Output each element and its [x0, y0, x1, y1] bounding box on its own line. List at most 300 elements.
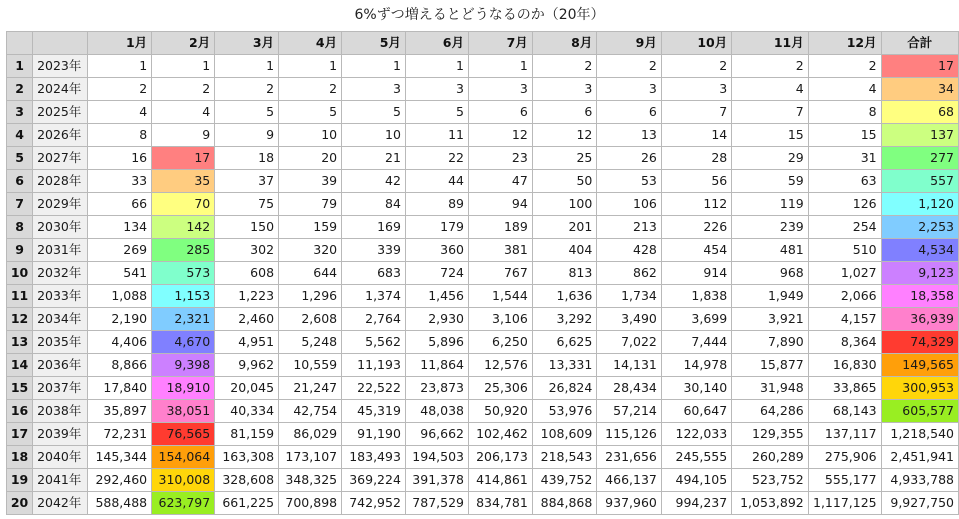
value-cell[interactable]: 6 [597, 101, 662, 124]
value-cell[interactable]: 1,296 [279, 285, 342, 308]
value-cell[interactable]: 119 [732, 193, 809, 216]
value-cell[interactable]: 260,289 [732, 446, 809, 469]
value-cell[interactable]: 30,140 [661, 377, 731, 400]
value-cell[interactable]: 213 [597, 216, 662, 239]
value-cell[interactable]: 115,126 [597, 423, 662, 446]
value-cell[interactable]: 53,976 [532, 400, 597, 423]
value-cell[interactable]: 2 [808, 55, 881, 78]
year-cell[interactable]: 2027年 [33, 147, 88, 170]
year-cell[interactable]: 2023年 [33, 55, 88, 78]
value-cell[interactable]: 2 [88, 78, 152, 101]
value-cell[interactable]: 1,374 [342, 285, 406, 308]
year-cell[interactable]: 2030年 [33, 216, 88, 239]
value-cell[interactable]: 5 [405, 101, 468, 124]
row-number[interactable]: 19 [7, 469, 33, 492]
value-cell[interactable]: 14,131 [597, 354, 662, 377]
value-cell[interactable]: 2,460 [215, 308, 279, 331]
value-cell[interactable]: 142 [152, 216, 215, 239]
value-cell[interactable]: 2 [279, 78, 342, 101]
value-cell[interactable]: 8 [808, 101, 881, 124]
value-cell[interactable]: 79 [279, 193, 342, 216]
value-cell[interactable]: 2,190 [88, 308, 152, 331]
value-cell[interactable]: 18 [215, 147, 279, 170]
value-cell[interactable]: 360 [405, 239, 468, 262]
value-cell[interactable]: 183,493 [342, 446, 406, 469]
value-cell[interactable]: 91,190 [342, 423, 406, 446]
value-cell[interactable]: 26,824 [532, 377, 597, 400]
value-cell[interactable]: 22,522 [342, 377, 406, 400]
row-number[interactable]: 2 [7, 78, 33, 101]
value-cell[interactable]: 1 [469, 55, 533, 78]
value-cell[interactable]: 169 [342, 216, 406, 239]
column-header-total[interactable]: 合計 [881, 32, 958, 55]
value-cell[interactable]: 53 [597, 170, 662, 193]
value-cell[interactable]: 2 [532, 55, 597, 78]
value-cell[interactable]: 3 [597, 78, 662, 101]
value-cell[interactable]: 10,559 [279, 354, 342, 377]
value-cell[interactable]: 20 [279, 147, 342, 170]
total-cell[interactable]: 2,451,941 [881, 446, 958, 469]
value-cell[interactable]: 683 [342, 262, 406, 285]
value-cell[interactable]: 523,752 [732, 469, 809, 492]
value-cell[interactable]: 68,143 [808, 400, 881, 423]
value-cell[interactable]: 70 [152, 193, 215, 216]
year-cell[interactable]: 2040年 [33, 446, 88, 469]
row-number[interactable]: 3 [7, 101, 33, 124]
value-cell[interactable]: 439,752 [532, 469, 597, 492]
value-cell[interactable]: 25 [532, 147, 597, 170]
value-cell[interactable]: 1,544 [469, 285, 533, 308]
value-cell[interactable]: 154,064 [152, 446, 215, 469]
value-cell[interactable]: 239 [732, 216, 809, 239]
value-cell[interactable]: 4 [808, 78, 881, 101]
value-cell[interactable]: 2,930 [405, 308, 468, 331]
value-cell[interactable]: 3,699 [661, 308, 731, 331]
value-cell[interactable]: 14 [661, 124, 731, 147]
value-cell[interactable]: 245,555 [661, 446, 731, 469]
column-header-month[interactable]: 7月 [469, 32, 533, 55]
value-cell[interactable]: 15 [732, 124, 809, 147]
total-cell[interactable]: 74,329 [881, 331, 958, 354]
value-cell[interactable]: 3 [532, 78, 597, 101]
value-cell[interactable]: 2,764 [342, 308, 406, 331]
value-cell[interactable]: 231,656 [597, 446, 662, 469]
column-header-month[interactable]: 9月 [597, 32, 662, 55]
value-cell[interactable]: 201 [532, 216, 597, 239]
value-cell[interactable]: 11,864 [405, 354, 468, 377]
value-cell[interactable]: 9,398 [152, 354, 215, 377]
value-cell[interactable]: 2 [597, 55, 662, 78]
value-cell[interactable]: 72,231 [88, 423, 152, 446]
total-cell[interactable]: 1,120 [881, 193, 958, 216]
value-cell[interactable]: 3 [661, 78, 731, 101]
year-cell[interactable]: 2035年 [33, 331, 88, 354]
value-cell[interactable]: 623,797 [152, 492, 215, 515]
value-cell[interactable]: 4 [152, 101, 215, 124]
value-cell[interactable]: 1,456 [405, 285, 468, 308]
value-cell[interactable]: 7,022 [597, 331, 662, 354]
value-cell[interactable]: 2 [215, 78, 279, 101]
row-number[interactable]: 13 [7, 331, 33, 354]
value-cell[interactable]: 454 [661, 239, 731, 262]
value-cell[interactable]: 541 [88, 262, 152, 285]
row-number[interactable]: 4 [7, 124, 33, 147]
value-cell[interactable]: 50 [532, 170, 597, 193]
value-cell[interactable]: 275,906 [808, 446, 881, 469]
value-cell[interactable]: 4,670 [152, 331, 215, 354]
value-cell[interactable]: 4,157 [808, 308, 881, 331]
year-cell[interactable]: 2025年 [33, 101, 88, 124]
year-cell[interactable]: 2039年 [33, 423, 88, 446]
value-cell[interactable]: 3 [469, 78, 533, 101]
value-cell[interactable]: 16 [88, 147, 152, 170]
column-header-month[interactable]: 8月 [532, 32, 597, 55]
year-cell[interactable]: 2041年 [33, 469, 88, 492]
value-cell[interactable]: 724 [405, 262, 468, 285]
value-cell[interactable]: 35 [152, 170, 215, 193]
row-number[interactable]: 16 [7, 400, 33, 423]
value-cell[interactable]: 84 [342, 193, 406, 216]
value-cell[interactable]: 145,344 [88, 446, 152, 469]
value-cell[interactable]: 9,962 [215, 354, 279, 377]
value-cell[interactable]: 588,488 [88, 492, 152, 515]
value-cell[interactable]: 134 [88, 216, 152, 239]
value-cell[interactable]: 40,334 [215, 400, 279, 423]
value-cell[interactable]: 38,051 [152, 400, 215, 423]
value-cell[interactable]: 64,286 [732, 400, 809, 423]
value-cell[interactable]: 31,948 [732, 377, 809, 400]
value-cell[interactable]: 884,868 [532, 492, 597, 515]
value-cell[interactable]: 194,503 [405, 446, 468, 469]
value-cell[interactable]: 206,173 [469, 446, 533, 469]
value-cell[interactable]: 1 [405, 55, 468, 78]
value-cell[interactable]: 81,159 [215, 423, 279, 446]
value-cell[interactable]: 2 [152, 78, 215, 101]
year-cell[interactable]: 2036年 [33, 354, 88, 377]
value-cell[interactable]: 122,033 [661, 423, 731, 446]
row-number[interactable]: 17 [7, 423, 33, 446]
value-cell[interactable]: 1,053,892 [732, 492, 809, 515]
value-cell[interactable]: 218,543 [532, 446, 597, 469]
value-cell[interactable]: 1 [342, 55, 406, 78]
year-cell[interactable]: 2031年 [33, 239, 88, 262]
value-cell[interactable]: 22 [405, 147, 468, 170]
value-cell[interactable]: 5,562 [342, 331, 406, 354]
value-cell[interactable]: 96,662 [405, 423, 468, 446]
value-cell[interactable]: 5 [279, 101, 342, 124]
value-cell[interactable]: 2 [732, 55, 809, 78]
row-number[interactable]: 15 [7, 377, 33, 400]
row-number[interactable]: 11 [7, 285, 33, 308]
value-cell[interactable]: 226 [661, 216, 731, 239]
value-cell[interactable]: 7,890 [732, 331, 809, 354]
value-cell[interactable]: 2 [661, 55, 731, 78]
value-cell[interactable]: 66 [88, 193, 152, 216]
value-cell[interactable]: 348,325 [279, 469, 342, 492]
value-cell[interactable]: 39 [279, 170, 342, 193]
value-cell[interactable]: 787,529 [405, 492, 468, 515]
value-cell[interactable]: 7,444 [661, 331, 731, 354]
value-cell[interactable]: 89 [405, 193, 468, 216]
total-cell[interactable]: 149,565 [881, 354, 958, 377]
year-cell[interactable]: 2042年 [33, 492, 88, 515]
row-number[interactable]: 5 [7, 147, 33, 170]
value-cell[interactable]: 13,331 [532, 354, 597, 377]
value-cell[interactable]: 63 [808, 170, 881, 193]
value-cell[interactable]: 173,107 [279, 446, 342, 469]
value-cell[interactable]: 2,066 [808, 285, 881, 308]
value-cell[interactable]: 5,896 [405, 331, 468, 354]
total-cell[interactable]: 557 [881, 170, 958, 193]
total-cell[interactable]: 605,577 [881, 400, 958, 423]
column-header-month[interactable]: 12月 [808, 32, 881, 55]
value-cell[interactable]: 914 [661, 262, 731, 285]
column-header-month[interactable]: 5月 [342, 32, 406, 55]
value-cell[interactable]: 159 [279, 216, 342, 239]
value-cell[interactable]: 12 [469, 124, 533, 147]
value-cell[interactable]: 59 [732, 170, 809, 193]
value-cell[interactable]: 33,865 [808, 377, 881, 400]
total-cell[interactable]: 4,933,788 [881, 469, 958, 492]
value-cell[interactable]: 1,734 [597, 285, 662, 308]
value-cell[interactable]: 17,840 [88, 377, 152, 400]
total-cell[interactable]: 36,939 [881, 308, 958, 331]
total-cell[interactable]: 18,358 [881, 285, 958, 308]
corner-cell[interactable] [7, 32, 33, 55]
value-cell[interactable]: 56 [661, 170, 731, 193]
value-cell[interactable]: 555,177 [808, 469, 881, 492]
value-cell[interactable]: 13 [597, 124, 662, 147]
value-cell[interactable]: 7 [732, 101, 809, 124]
value-cell[interactable]: 968 [732, 262, 809, 285]
value-cell[interactable]: 4 [88, 101, 152, 124]
value-cell[interactable]: 339 [342, 239, 406, 262]
value-cell[interactable]: 608 [215, 262, 279, 285]
value-cell[interactable]: 3,106 [469, 308, 533, 331]
value-cell[interactable]: 269 [88, 239, 152, 262]
total-cell[interactable]: 68 [881, 101, 958, 124]
row-number[interactable]: 14 [7, 354, 33, 377]
value-cell[interactable]: 10 [342, 124, 406, 147]
value-cell[interactable]: 106 [597, 193, 662, 216]
row-number[interactable]: 6 [7, 170, 33, 193]
value-cell[interactable]: 1,838 [661, 285, 731, 308]
value-cell[interactable]: 700,898 [279, 492, 342, 515]
column-header-month[interactable]: 4月 [279, 32, 342, 55]
value-cell[interactable]: 3 [342, 78, 406, 101]
value-cell[interactable]: 50,920 [469, 400, 533, 423]
value-cell[interactable]: 179 [405, 216, 468, 239]
value-cell[interactable]: 9 [215, 124, 279, 147]
value-cell[interactable]: 76,565 [152, 423, 215, 446]
value-cell[interactable]: 742,952 [342, 492, 406, 515]
value-cell[interactable]: 285 [152, 239, 215, 262]
value-cell[interactable]: 5 [215, 101, 279, 124]
value-cell[interactable]: 26 [597, 147, 662, 170]
value-cell[interactable]: 292,460 [88, 469, 152, 492]
value-cell[interactable]: 302 [215, 239, 279, 262]
column-header-month[interactable]: 10月 [661, 32, 731, 55]
value-cell[interactable]: 42 [342, 170, 406, 193]
year-cell[interactable]: 2024年 [33, 78, 88, 101]
total-cell[interactable]: 300,953 [881, 377, 958, 400]
value-cell[interactable]: 310,008 [152, 469, 215, 492]
value-cell[interactable]: 189 [469, 216, 533, 239]
value-cell[interactable]: 466,137 [597, 469, 662, 492]
value-cell[interactable]: 994,237 [661, 492, 731, 515]
value-cell[interactable]: 6,625 [532, 331, 597, 354]
value-cell[interactable]: 28,434 [597, 377, 662, 400]
value-cell[interactable]: 108,609 [532, 423, 597, 446]
value-cell[interactable]: 369,224 [342, 469, 406, 492]
value-cell[interactable]: 1 [88, 55, 152, 78]
value-cell[interactable]: 3 [405, 78, 468, 101]
value-cell[interactable]: 328,608 [215, 469, 279, 492]
value-cell[interactable]: 29 [732, 147, 809, 170]
value-cell[interactable]: 150 [215, 216, 279, 239]
total-cell[interactable]: 137 [881, 124, 958, 147]
value-cell[interactable]: 6 [532, 101, 597, 124]
column-header-month[interactable]: 11月 [732, 32, 809, 55]
value-cell[interactable]: 21,247 [279, 377, 342, 400]
value-cell[interactable]: 100 [532, 193, 597, 216]
year-cell[interactable]: 2033年 [33, 285, 88, 308]
value-cell[interactable]: 21 [342, 147, 406, 170]
value-cell[interactable]: 1,153 [152, 285, 215, 308]
value-cell[interactable]: 75 [215, 193, 279, 216]
value-cell[interactable]: 11 [405, 124, 468, 147]
value-cell[interactable]: 573 [152, 262, 215, 285]
year-cell[interactable]: 2026年 [33, 124, 88, 147]
value-cell[interactable]: 2,608 [279, 308, 342, 331]
value-cell[interactable]: 20,045 [215, 377, 279, 400]
value-cell[interactable]: 428 [597, 239, 662, 262]
total-cell[interactable]: 1,218,540 [881, 423, 958, 446]
row-number[interactable]: 10 [7, 262, 33, 285]
value-cell[interactable]: 42,754 [279, 400, 342, 423]
row-number[interactable]: 7 [7, 193, 33, 216]
value-cell[interactable]: 5,248 [279, 331, 342, 354]
column-header-month[interactable]: 3月 [215, 32, 279, 55]
value-cell[interactable]: 862 [597, 262, 662, 285]
value-cell[interactable]: 1,027 [808, 262, 881, 285]
value-cell[interactable]: 18,910 [152, 377, 215, 400]
value-cell[interactable]: 9 [152, 124, 215, 147]
value-cell[interactable]: 28 [661, 147, 731, 170]
year-cell[interactable]: 2029年 [33, 193, 88, 216]
value-cell[interactable]: 510 [808, 239, 881, 262]
value-cell[interactable]: 1,117,125 [808, 492, 881, 515]
value-cell[interactable]: 12 [532, 124, 597, 147]
value-cell[interactable]: 33 [88, 170, 152, 193]
value-cell[interactable]: 6 [469, 101, 533, 124]
value-cell[interactable]: 381 [469, 239, 533, 262]
value-cell[interactable]: 254 [808, 216, 881, 239]
total-cell[interactable]: 277 [881, 147, 958, 170]
value-cell[interactable]: 3,490 [597, 308, 662, 331]
value-cell[interactable]: 3,921 [732, 308, 809, 331]
value-cell[interactable]: 12,576 [469, 354, 533, 377]
value-cell[interactable]: 35,897 [88, 400, 152, 423]
value-cell[interactable]: 8,364 [808, 331, 881, 354]
value-cell[interactable]: 4 [732, 78, 809, 101]
value-cell[interactable]: 17 [152, 147, 215, 170]
value-cell[interactable]: 48,038 [405, 400, 468, 423]
value-cell[interactable]: 37 [215, 170, 279, 193]
value-cell[interactable]: 1,088 [88, 285, 152, 308]
value-cell[interactable]: 10 [279, 124, 342, 147]
value-cell[interactable]: 4,406 [88, 331, 152, 354]
value-cell[interactable]: 112 [661, 193, 731, 216]
value-cell[interactable]: 15,877 [732, 354, 809, 377]
value-cell[interactable]: 16,830 [808, 354, 881, 377]
value-cell[interactable]: 813 [532, 262, 597, 285]
row-number[interactable]: 9 [7, 239, 33, 262]
value-cell[interactable]: 1,949 [732, 285, 809, 308]
value-cell[interactable]: 7 [661, 101, 731, 124]
value-cell[interactable]: 1 [279, 55, 342, 78]
year-cell[interactable]: 2034年 [33, 308, 88, 331]
value-cell[interactable]: 23 [469, 147, 533, 170]
value-cell[interactable]: 163,308 [215, 446, 279, 469]
value-cell[interactable]: 25,306 [469, 377, 533, 400]
value-cell[interactable]: 2,321 [152, 308, 215, 331]
column-header-month[interactable]: 2月 [152, 32, 215, 55]
value-cell[interactable]: 1,223 [215, 285, 279, 308]
value-cell[interactable]: 5 [342, 101, 406, 124]
value-cell[interactable]: 11,193 [342, 354, 406, 377]
column-header-month[interactable]: 6月 [405, 32, 468, 55]
row-number[interactable]: 18 [7, 446, 33, 469]
value-cell[interactable]: 834,781 [469, 492, 533, 515]
value-cell[interactable]: 391,378 [405, 469, 468, 492]
year-cell[interactable]: 2038年 [33, 400, 88, 423]
value-cell[interactable]: 14,978 [661, 354, 731, 377]
year-cell[interactable]: 2032年 [33, 262, 88, 285]
value-cell[interactable]: 60,647 [661, 400, 731, 423]
value-cell[interactable]: 126 [808, 193, 881, 216]
value-cell[interactable]: 45,319 [342, 400, 406, 423]
value-cell[interactable]: 31 [808, 147, 881, 170]
value-cell[interactable]: 137,117 [808, 423, 881, 446]
value-cell[interactable]: 661,225 [215, 492, 279, 515]
total-cell[interactable]: 34 [881, 78, 958, 101]
year-cell[interactable]: 2028年 [33, 170, 88, 193]
row-number[interactable]: 8 [7, 216, 33, 239]
value-cell[interactable]: 6,250 [469, 331, 533, 354]
value-cell[interactable]: 1 [152, 55, 215, 78]
value-cell[interactable]: 404 [532, 239, 597, 262]
total-cell[interactable]: 9,927,750 [881, 492, 958, 515]
value-cell[interactable]: 23,873 [405, 377, 468, 400]
value-cell[interactable]: 414,861 [469, 469, 533, 492]
value-cell[interactable]: 8,866 [88, 354, 152, 377]
year-cell[interactable]: 2037年 [33, 377, 88, 400]
value-cell[interactable]: 320 [279, 239, 342, 262]
value-cell[interactable]: 4,951 [215, 331, 279, 354]
value-cell[interactable]: 644 [279, 262, 342, 285]
value-cell[interactable]: 47 [469, 170, 533, 193]
value-cell[interactable]: 44 [405, 170, 468, 193]
value-cell[interactable]: 8 [88, 124, 152, 147]
value-cell[interactable]: 102,462 [469, 423, 533, 446]
value-cell[interactable]: 767 [469, 262, 533, 285]
column-header-month[interactable]: 1月 [88, 32, 152, 55]
value-cell[interactable]: 481 [732, 239, 809, 262]
value-cell[interactable]: 3,292 [532, 308, 597, 331]
row-number[interactable]: 20 [7, 492, 33, 515]
total-cell[interactable]: 4,534 [881, 239, 958, 262]
